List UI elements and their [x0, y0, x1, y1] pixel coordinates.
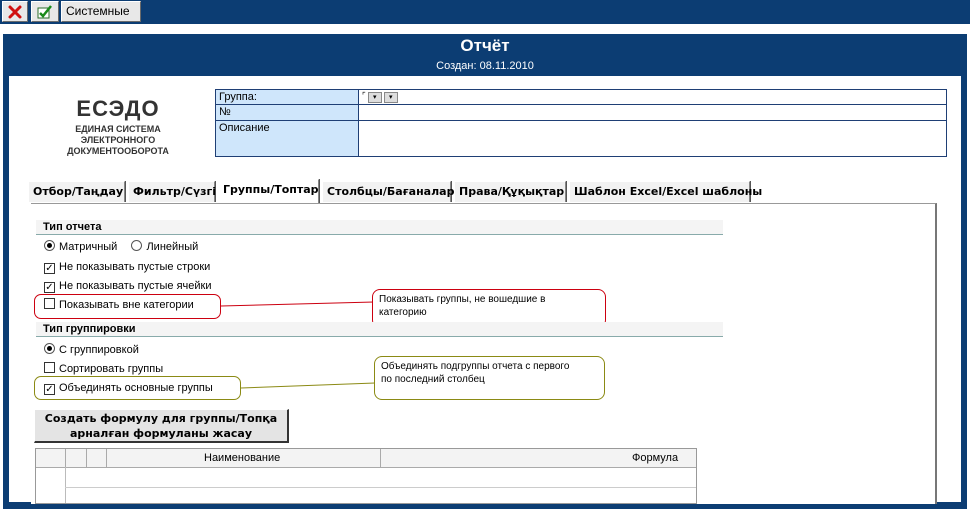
grid-col-divider [380, 449, 381, 467]
tab-groups[interactable]: Группы/Топтар [218, 179, 319, 204]
red-highlight-ring [34, 294, 221, 319]
report-type-heading: Тип отчета [36, 220, 723, 235]
olive-highlight-ring [34, 376, 241, 400]
radio-with-grouping[interactable] [44, 343, 55, 354]
matrix-label: Матричный [59, 241, 118, 253]
sort-groups-checkbox[interactable] [44, 362, 55, 373]
logo-subtitle [56, 124, 180, 157]
sort-groups-row [44, 362, 163, 376]
create-formula-line-2: арналған формуланы жасау [69, 427, 253, 440]
red-callout-line-2: категорию [379, 307, 427, 318]
corner-icon: ⌜ [362, 91, 366, 100]
with-grouping-label: С группировкой [59, 344, 139, 356]
grid-col-divider [106, 449, 107, 467]
group-dropdown[interactable]: ▾ [368, 92, 382, 103]
show-out-of-category-label: Показывать вне категории [59, 299, 194, 311]
hide-empty-rows-label: Не показывать пустые строки [59, 261, 211, 273]
grid-col-divider [86, 449, 87, 467]
hide-empty-rows-checkbox[interactable]: ✓ [45, 263, 54, 274]
olive-connector-line [241, 380, 377, 390]
radio-matrix[interactable] [44, 240, 55, 251]
grid-header-name[interactable]: Наименование [204, 452, 281, 464]
tab-filter[interactable]: Фильтр/Сүзгі [128, 181, 215, 202]
page-title: Отчёт [460, 36, 510, 55]
description-field[interactable] [359, 121, 947, 157]
grid-col-divider [65, 449, 66, 467]
tab-excel-template[interactable]: Шаблон Excel/Excel шаблоны [569, 181, 750, 202]
grouping-type-heading: Тип группировки [36, 322, 723, 337]
created-date: Создан: 08.11.2010 [436, 60, 534, 72]
hide-empty-cells-label: Не показывать пустые ячейки [59, 280, 212, 292]
linear-label: Линейный [146, 241, 199, 253]
close-icon [7, 4, 23, 20]
hide-empty-cells-row [44, 279, 211, 293]
red-connector-line [221, 300, 376, 308]
top-toolbar [0, 0, 970, 24]
system-menu-button[interactable]: Системные [61, 1, 141, 22]
grid-header-formula[interactable]: Формула [632, 452, 679, 464]
logo-title: ЕСЭДО [76, 96, 160, 121]
esedo-logo [56, 96, 180, 157]
grid-header [36, 449, 696, 468]
create-formula-line-1: Создать формулу для группы/Топқа [44, 412, 278, 425]
tab-columns[interactable]: Столбцы/Бағаналар [322, 181, 451, 202]
approve-button[interactable] [31, 1, 59, 22]
olive-callout-line-1: Объединять подгруппы отчета с первого [381, 361, 570, 372]
grid-body-divider [65, 467, 66, 503]
description-label: Описание [216, 121, 359, 157]
check-edit-icon [36, 4, 54, 20]
red-callout-line-1: Показывать группы, не вошедшие в [379, 294, 546, 305]
close-button[interactable] [2, 1, 28, 22]
chevron-down-icon[interactable]: ▾ [384, 92, 398, 103]
report-info-table [215, 89, 947, 157]
merge-groups-checkbox[interactable]: ✓ [45, 384, 54, 395]
sort-groups-label: Сортировать группы [59, 363, 164, 375]
olive-callout-line-2: по последний столбец [381, 374, 485, 385]
group-label: Группа: [216, 90, 359, 105]
merge-groups-label: Объединять основные группы [59, 382, 213, 394]
report-type-radios [44, 240, 198, 254]
number-field[interactable] [359, 105, 947, 121]
logo-line-3: ДОКУМЕНТООБОРОТА [67, 146, 169, 156]
tab-selection[interactable]: Отбор/Таңдау [28, 181, 125, 202]
group-field[interactable] [359, 90, 947, 105]
logo-line-2: ЭЛЕКТРОННОГО [80, 135, 156, 145]
tab-rights[interactable]: Права/Құқықтар [454, 181, 566, 202]
create-formula-button[interactable] [34, 409, 289, 443]
with-grouping-row [44, 343, 139, 357]
hide-empty-rows-row [44, 260, 210, 274]
number-label: № [216, 105, 359, 121]
formula-grid [35, 448, 697, 504]
grid-row-line [65, 487, 696, 488]
hide-empty-cells-checkbox[interactable]: ✓ [45, 282, 54, 293]
logo-line-1: ЕДИНАЯ СИСТЕМА [75, 124, 161, 134]
olive-callout [374, 356, 605, 400]
radio-linear[interactable] [131, 240, 142, 251]
